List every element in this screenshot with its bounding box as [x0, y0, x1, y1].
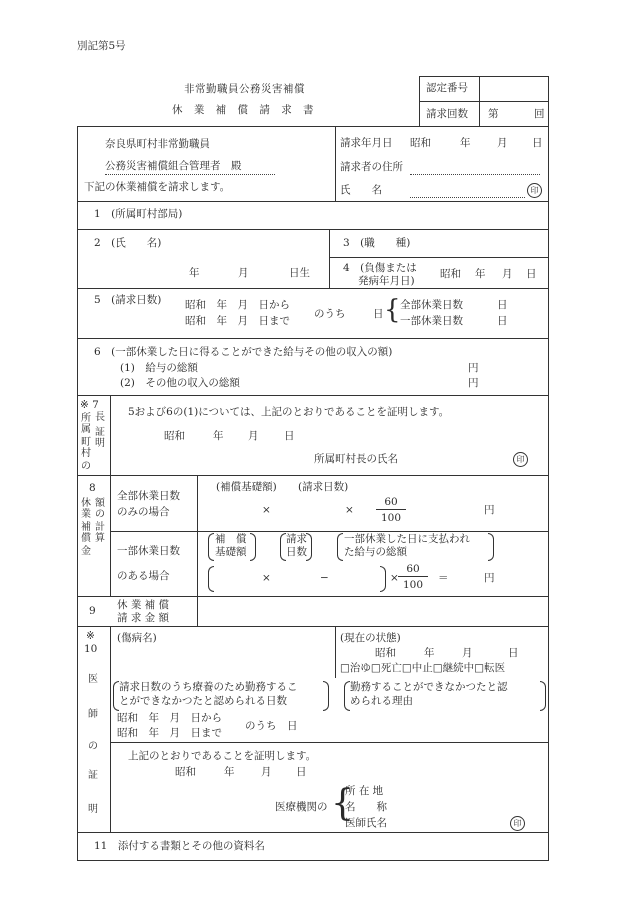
paren-paid-b: た給与の総額 [344, 546, 407, 558]
case2-minus: − [320, 572, 329, 584]
cert-month: 月 [261, 766, 272, 778]
claimant-seal-icon: 印 [527, 183, 542, 198]
treatment-from: 昭和 年 月 日から [117, 712, 222, 724]
claim-day: 日 [532, 137, 543, 149]
case2-label-a: 一部休業日数 [117, 545, 180, 557]
birth-year: 年 [189, 267, 200, 279]
s7-day: 日 [284, 430, 295, 442]
section7-certification: 5および6の(1)については、上記のとおりであることを証明します。 [128, 406, 450, 418]
cert-year: 年 [224, 766, 235, 778]
case2-times: × [262, 572, 271, 584]
times2: × [345, 504, 354, 516]
doctor-certification: 上記のとおりであることを証明します。 [128, 750, 317, 762]
leave-days-question-b: とができなかつたと認められる日数 [119, 695, 287, 707]
times1: × [262, 504, 271, 516]
paren-days-b: 日数 [286, 546, 307, 558]
section7-mark: ※ 7 [80, 399, 99, 411]
case2-label-b: のある場合 [117, 570, 170, 582]
mayor-name-label: 所属町村長の氏名 [314, 453, 398, 465]
section7-side-a: 所属 [81, 413, 91, 435]
section8-side-d: 額の [95, 498, 105, 520]
case1-label-a: 全部休業日数 [117, 490, 180, 502]
leave-days-question-a: 請求日数のうち療養のため勤務するこ [119, 681, 298, 693]
numerator: 60 [376, 496, 406, 510]
section11-label: 11 添付する書類とその他の資料名 [94, 840, 265, 852]
treatment-to: 昭和 年 月 日まで [117, 727, 222, 739]
injury-month: 月 [502, 268, 513, 280]
section10-number: 10 [84, 643, 98, 655]
s7-era: 昭和 [164, 430, 185, 442]
paren-days-a: 請求 [286, 533, 307, 545]
treatment-uchi: のうち 日 [245, 720, 298, 732]
s7-month: 月 [248, 430, 259, 442]
request-statement: 下記の休業補償を請求します。 [84, 181, 231, 193]
period-day: 日 [373, 308, 384, 320]
reason-question-a: 勤務することができなかつたと認 [350, 681, 508, 693]
injury-era: 昭和 [440, 268, 461, 280]
reason-question-b: められる理由 [350, 695, 413, 707]
institution-location: 所 在 地 [345, 785, 384, 797]
section4-label: 4 (負傷または [343, 262, 417, 274]
case2-yen: 円 [484, 572, 495, 584]
partial-leave-days: 一部休業日数 [400, 315, 463, 327]
section8-number: 8 [89, 482, 96, 494]
s7-year: 年 [213, 430, 224, 442]
section8-side-b: 補償 [81, 522, 91, 544]
illness-name-label: (傷病名) [117, 632, 157, 644]
doctor-seal-icon: 印 [510, 816, 525, 831]
claim-year: 年 [460, 137, 471, 149]
fraction-60-100 [376, 496, 406, 524]
full-leave-days: 全部休業日数 [400, 299, 463, 311]
period-uchi: のうち [314, 308, 346, 320]
case2-equals: ＝ [438, 572, 449, 584]
section7-side-e: 証明 [95, 427, 105, 449]
birth-month: 月 [238, 267, 249, 279]
section5-label: 5 (請求日数) [94, 294, 162, 306]
salary-total: (1) 給与の総額 [120, 362, 198, 374]
section10-side-e: 明 [88, 804, 98, 815]
birth-day: 日生 [289, 267, 310, 279]
form-title: 非常勤職員公務災害補償 [184, 83, 305, 95]
claim-date-label: 請求年月日 [340, 137, 393, 149]
cert-day: 日 [296, 766, 307, 778]
current-status-label: (現在の状態) [340, 632, 401, 644]
section10-side-c: の [88, 741, 98, 752]
section1-label: 1 (所属町村部局) [94, 208, 183, 220]
medical-institution-label: 医療機関の [275, 801, 328, 813]
form-number: 別記第5号 [77, 40, 126, 52]
denominator: 100 [402, 579, 424, 591]
paren-base-b: 基礎額 [215, 546, 247, 558]
claimant-address-label: 請求者の住所 [340, 161, 403, 173]
section8-side-a: 休業 [81, 498, 91, 520]
section10-mark: ※ [86, 630, 95, 642]
brace-icon: { [331, 783, 354, 824]
section8-side-c: 金 [81, 546, 91, 557]
injury-day: 日 [526, 268, 537, 280]
kai-label: 回 [534, 108, 545, 120]
section7-side-b: 町村 [81, 437, 91, 459]
case1-yen: 円 [484, 504, 495, 516]
denominator: 100 [380, 512, 402, 524]
status-checkboxes: □治ゆ□死亡□中止□継続中□転医 [340, 662, 506, 674]
full-leave-day-unit: 日 [497, 299, 508, 311]
doctor-name: 医師氏名 [345, 817, 387, 829]
section6-label: 6 (一部休業した日に得ることができた給与その他の収入の額) [94, 346, 393, 358]
section9-number: 9 [89, 605, 96, 617]
period-from: 昭和 年 月 日から [185, 299, 290, 311]
salary-yen: 円 [468, 362, 479, 374]
claimant-name-label: 氏 名 [340, 184, 382, 196]
section10-side-a: 医 [88, 674, 98, 685]
status-year: 年 [424, 647, 435, 659]
section10-side-d: 証 [88, 770, 98, 781]
section9-label-a: 休 業 補 償 [117, 599, 170, 611]
mayor-seal-icon: 印 [513, 452, 528, 467]
paren-paid-a: 一部休業した日に支払われ [344, 533, 470, 545]
injury-year: 年 [475, 268, 486, 280]
section7-side-c: の [81, 461, 91, 472]
approval-number-label: 認定番号 [426, 82, 468, 94]
status-era: 昭和 [375, 647, 396, 659]
status-month: 月 [462, 647, 473, 659]
period-to: 昭和 年 月 日まで [185, 315, 290, 327]
numerator: 60 [398, 563, 428, 577]
status-day: 日 [508, 647, 519, 659]
section3-label: 3 (職 種) [343, 237, 411, 249]
other-income-yen: 円 [468, 377, 479, 389]
addressee-line2: 公務災害補償組合管理者 殿 [105, 160, 242, 172]
section8-side-e: 計算 [95, 522, 105, 544]
section2-label: 2 (氏 名) [94, 237, 162, 249]
claim-date-era: 昭和 [410, 137, 431, 149]
base-amount-label: (補償基礎額) [216, 481, 277, 493]
section7-side-d: 長 [95, 412, 105, 423]
brace-icon: { [384, 295, 401, 325]
fraction-60-100-b [398, 563, 428, 591]
section9-label-b: 請 求 金 額 [117, 612, 170, 624]
case1-label-b: のみの場合 [117, 506, 170, 518]
cert-era: 昭和 [175, 766, 196, 778]
other-income-total: (2) その他の収入の総額 [120, 377, 240, 389]
paren-base-a: 補 償 [215, 533, 247, 545]
request-count-label: 請求回数 [426, 108, 468, 120]
claim-month: 月 [497, 137, 508, 149]
partial-leave-day-unit: 日 [497, 315, 508, 327]
claim-days-label: (請求日数) [298, 481, 349, 493]
institution-name: 名 称 [345, 801, 387, 813]
addressee-line1: 奈良県町村非常勤職員 [105, 138, 210, 150]
case2-times2: × [390, 572, 399, 584]
dai-label: 第 [488, 108, 499, 120]
section10-side-b: 師 [88, 709, 98, 720]
form-title-sub: 休 業 補 償 請 求 書 [172, 104, 318, 116]
section4-label2: 発病年月日) [358, 275, 415, 287]
